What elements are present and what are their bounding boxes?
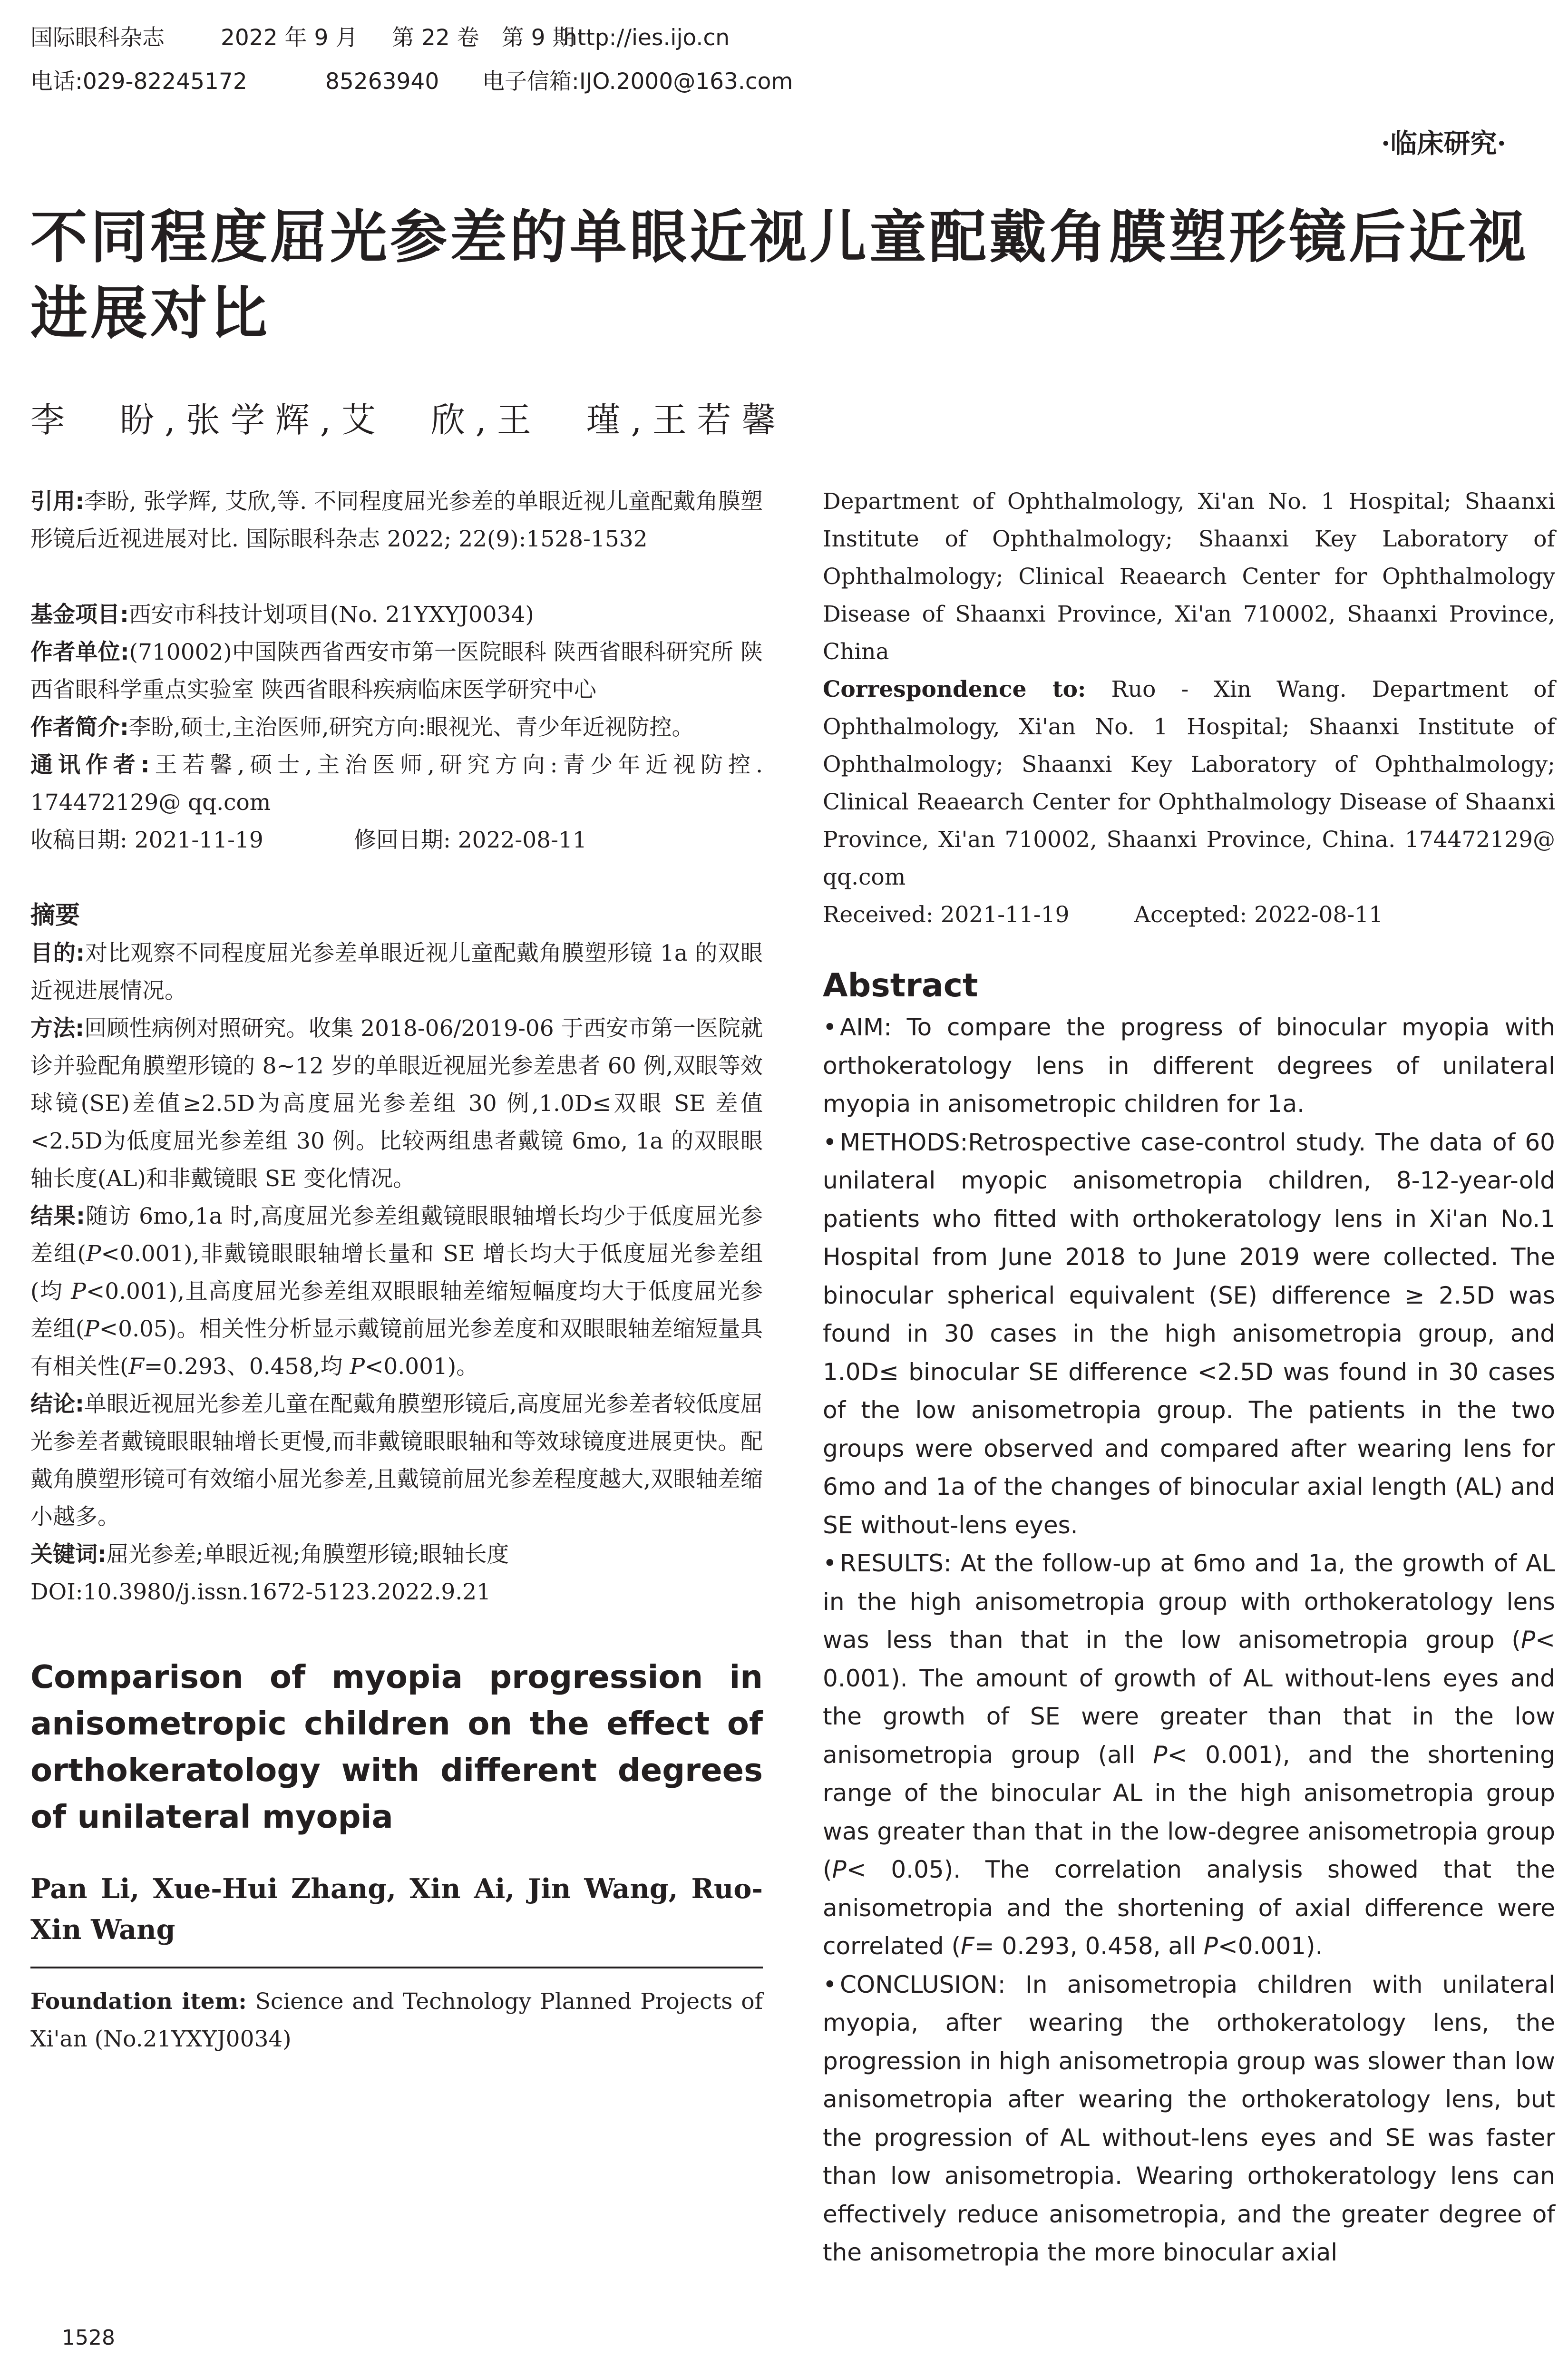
received-date-en: Received: 2021-11-19: [823, 902, 1070, 928]
affiliation-cn: 作者单位:(710002)中国陕西省西安市第一医院眼科 陕西省眼科研究所 陕西省眼科学重点实验室 陕西省眼科疾病临床医学研究中心: [30, 639, 763, 703]
issue-date: 2022 年 9 月: [221, 25, 358, 51]
revised-date-cn: 修回日期: 2022-08-11: [354, 827, 587, 853]
running-header-line-2: [30, 64, 793, 96]
abstract-conclusion-en: • CONCLUSION: In anisometropia children with unilateral myopia, after wearing the orthokeratology lens, the progression in high anisometropia group was slower than low anisometropia after wearing the orthokeratology lens, but the progression of AL without-lens eyes and SE was faster than low anisometropia. Wearing orthokeratology lens can effectively reduce anisometropia, and the greater degree of the anisometropia the more binocular axial: [823, 1966, 1555, 2272]
volume: 第 22 卷: [392, 25, 479, 51]
authors-en: Pan Li, Xue-Hui Zhang, Xin Ai, Jin Wang, Ruo-Xin Wang: [30, 1873, 763, 1946]
accepted-date-en: Accepted: 2022-08-11: [1134, 902, 1383, 928]
bullet-icon: •: [823, 1970, 837, 1998]
phone-2: 85263940: [325, 68, 439, 95]
funding: 基金项目:西安市科技计划项目(No. 21YXYJ0034): [30, 602, 534, 628]
journal-url[interactable]: http://ies.ijo.cn: [563, 25, 730, 51]
abstract-methods-cn: 方法:回顾性病例对照研究。收集 2018-06/2019-06 于西安市第一医院就诊并验配角膜塑形镜的 8~12 岁的单眼近视屈光参差患者 60 例,双眼等效球镜(SE)差值≥2.5D为高度屈光参差组 30 例,1.0D≤双眼 SE 差值<2.5D为低度屈光参差组 30 例。比较两组患者戴镜 6mo, 1a 的双眼眼轴长度(AL)和非戴镜眼 SE 变化情况。: [30, 1015, 763, 1192]
abstract-methods-en: • METHODS:Retrospective case-control study. The data of 60 unilateral myopic anisometropia children, 8-12-year-old patients who fitted with orthokeratology lens in Xi'an No.1 Hospital from June 2018 to June 2019 were collected. The binocular spherical equivalent (SE) difference ≥ 2.5D was found in 30 cases in the high anisometropia group, and 1.0D≤ binocular SE difference <2.5D was found in 30 cases of the low anisometropia group. The patients in the two groups were observed and compared after wearing lens for 6mo and 1a of the changes of binocular axial length (AL) and SE without-lens eyes.: [823, 1123, 1555, 1545]
bullet-icon: •: [823, 1549, 837, 1577]
phone: 电话:029-82245172: [30, 68, 247, 95]
abstract-results-en: • RESULTS: At the follow-up at 6mo and 1a, the growth of AL in the high anisometropia group with orthokeratology lens was less than that in the low anisometropia group (P< 0.001). The amount of growth of AL without-lens eyes and the growth of SE were greater than that in the low anisometropia group (all P< 0.001), and the shortening range of the binocular AL in the high anisometropia group was greater than that in the low-degree anisometropia group (P< 0.05). The correlation analysis showed that the anisometropia and the shortening of axial difference were correlated (F= 0.293, 0.458, all P<0.001).: [823, 1544, 1555, 1966]
abstract-heading-en: Abstract: [823, 967, 978, 1004]
journal-name: 国际眼科杂志: [30, 25, 165, 51]
page-number: 1528: [62, 2326, 115, 2350]
affiliation-en: Department of Ophthalmology, Xi'an No. 1 Hospital; Shaanxi Institute of Ophthalmology; Shaanxi Key Laboratory of Ophthalmology; Clinical Reaearch Center for Ophthalmology Disease of Shaanxi Province, Xi'an 710002, Shaanxi Province, China: [823, 488, 1555, 665]
correspondence-cn: 通讯作者:王若馨,硕士,主治医师,研究方向:青少年近视防控. 174472129@ qq.com: [30, 752, 763, 816]
abstract-results-cn: 结果:随访 6mo,1a 时,高度屈光参差组戴镜眼眼轴增长均少于低度屈光参差组(P<0.001),非戴镜眼眼轴增长量和 SE 增长均大于低度屈光参差组(均 P<0.001),且高度屈光参差组双眼眼轴差缩短幅度均大于低度屈光参差组(P<0.05)。相关性分析显示戴镜前屈光参差度和双眼眼轴差缩短量具有相关性(F=0.293、0.458,均 P<0.001)。: [30, 1203, 763, 1380]
abstract-aim-cn: 目的:对比观察不同程度屈光参差单眼近视儿童配戴角膜塑形镜 1a 的双眼近视进展情况。: [30, 940, 763, 1004]
article-title-cn: 不同程度屈光参差的单眼近视儿童配戴角膜塑形镜后近视进展对比: [30, 205, 1529, 347]
author-bio: 作者简介:李盼,硕士,主治医师,研究方向:眼视光、青少年近视防控。: [30, 714, 694, 740]
citation: 引用:李盼, 张学辉, 艾欣,等. 不同程度屈光参差的单眼近视儿童配戴角膜塑形镜后近视进展对比. 国际眼科杂志 2022; 22(9):1528-1532: [30, 488, 763, 552]
dates-en: [823, 896, 1555, 934]
issue-number: 第 9 期: [501, 25, 575, 51]
running-header-line-1: [30, 20, 730, 52]
bullet-icon: •: [823, 1013, 837, 1041]
bullet-icon: •: [823, 1128, 837, 1156]
abstract-aim-en: • AIM: To compare the progress of binocular myopia with orthokeratology lens in different degrees of unilateral myopia in anisometropic children for 1a.: [823, 1008, 1555, 1123]
abstract-conclusion-cn: 结论:单眼近视屈光参差儿童在配戴角膜塑形镜后,高度屈光参差者较低度屈光参差者戴镜眼眼轴增长更慢,而非戴镜眼眼轴和等效球镜度进展更快。配戴角膜塑形镜可有效缩小屈光参差,且戴镜前屈光参差程度越大,双眼轴差缩小越多。: [30, 1391, 763, 1530]
left-column: [30, 483, 763, 2058]
divider: [30, 1967, 763, 1968]
article-title-en: Comparison of myopia progression in anisometropic children on the effect of orthokeratology with different degrees of unilateral myopia: [30, 1658, 763, 1835]
volume-number: [392, 20, 575, 52]
authors-cn: 李 盼,张学辉,艾 欣,王 瑾,王若馨: [30, 400, 787, 440]
foundation-item-en: Foundation item: Science and Technology Planned Projects of Xi'an (No.21YXYJ0034): [30, 1988, 763, 2052]
received-date-cn: 收稿日期: 2021-11-19: [30, 827, 263, 853]
section-label: ·临床研究·: [1381, 128, 1506, 159]
keywords-cn: 关键词:屈光参差;单眼近视;角膜塑形镜;眼轴长度: [30, 1541, 509, 1568]
doi[interactable]: DOI:10.3980/j.issn.1672-5123.2022.9.21: [30, 1579, 491, 1605]
correspondence-en: Correspondence to: Ruo - Xin Wang. Department of Ophthalmology, Xi'an No. 1 Hospital; Shaanxi Institute of Ophthalmology; Shaanxi Key Laboratory of Ophthalmology; Clinical Reaearch Center for Ophthalmology Disease of Shaanxi Province, Xi'an 710002, Shaanxi Province, China. 174472129@ qq.com: [823, 676, 1556, 890]
right-column: [823, 483, 1555, 2272]
dates-cn: [30, 821, 763, 859]
abstract-heading-cn: 摘要: [30, 901, 80, 930]
email[interactable]: 电子信箱:IJO.2000@163.com: [482, 68, 793, 95]
